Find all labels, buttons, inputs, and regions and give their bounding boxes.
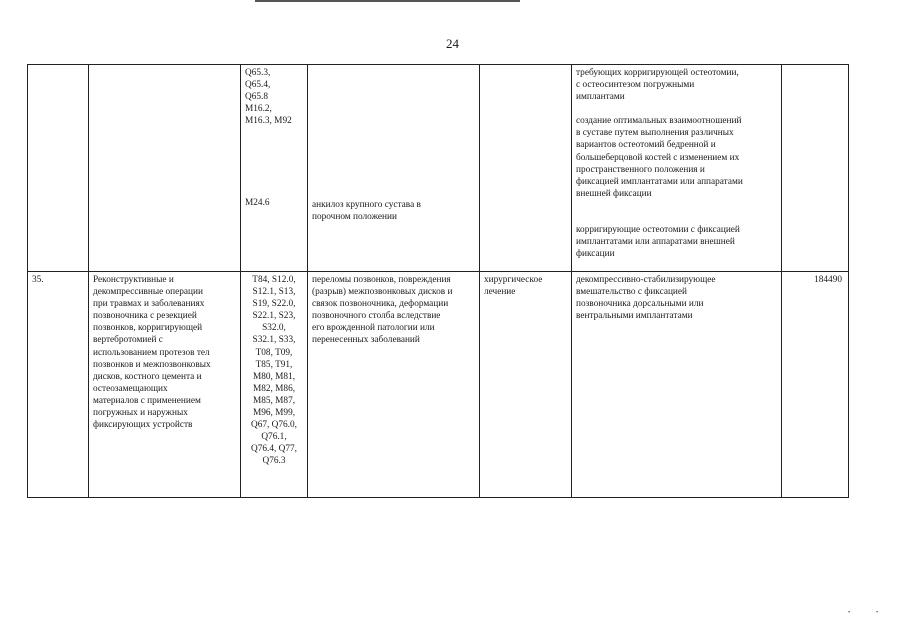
method-line: требующих корригирующей остеотомии, [576,68,739,78]
medical-care-table [27,64,849,498]
model-line: порочном положении [312,212,397,223]
table-row [28,65,849,272]
model-line: позвоночного столба вследствие [312,311,441,322]
method-line: фиксации [576,249,615,260]
page-number: 24 [446,36,459,51]
name-cell [89,272,241,498]
code-line: Q65.4, [245,80,271,91]
top-rule [255,0,520,2]
name-line: вертебротомией с [93,335,163,346]
method-cell [572,65,782,272]
name-line: использованием протезов тел [93,347,210,358]
method-line: вентральными имплантатами [576,311,693,322]
cost-cell [782,65,849,272]
method-line: с остеосинтезом погружными [576,80,695,91]
codes-cell [241,272,308,498]
name-line: погружных и наружных [93,408,188,419]
code-line: M16.3, M92 [245,116,292,127]
method-line: декомпрессивно-стабилизирующее [576,275,716,285]
name-line: дисков, костного цемента и [93,371,202,382]
name-line: фиксирующих устройств [93,420,193,431]
treatment-cell [480,65,572,272]
name-line: остеозамещающих [93,383,168,394]
code-line: S19, S22.0, [252,299,296,310]
model-line: переломы позвонков, повреждения [312,275,451,285]
method-line: фиксацией имплантатами или аппаратами [576,176,743,187]
scan-mark: • [848,610,851,616]
method-line: внешней фиксации [576,188,652,199]
model-line: связок позвоночника, деформации [312,299,449,310]
code-line: T08, T09, [255,347,293,358]
code-line: M85, M87, [252,395,296,406]
method-line: корригирующие остеотомии с фиксацией [576,224,740,235]
code-line: S32.1, S33, [252,335,296,346]
code-line: Q65.8 [245,92,268,103]
method-line: в суставе путем выполнения различных [576,128,734,139]
treatment-line: лечение [484,287,516,298]
model-line: перенесенных заболеваний [312,335,420,346]
treatment-line: хирургическое [484,275,543,285]
method-cell [572,272,782,498]
model-line: его врожденной патологии или [312,323,435,334]
treatment-cell [480,272,572,498]
model-line: анкилоз крупного сустава в [312,200,421,210]
model-cell [308,272,480,498]
method-line: вмешательство с фиксацией [576,287,687,298]
method-line: большеберцовой костей с изменением их [576,152,740,163]
name-line: при травмах и заболеваниях [93,299,205,310]
code-line: S22.1, S23, [252,311,296,322]
model-cell [308,65,480,272]
method-line: создание оптимальных взаимоотношений [576,116,742,127]
name-cell [89,65,241,272]
code-line: M80, M81, [252,371,296,382]
code-line: Q76.3 [262,456,286,467]
index-cell [28,65,89,272]
name-line: декомпрессивные операции [93,287,203,298]
code-line: M16.2, [245,104,272,115]
code-line: Q76.1, [261,432,287,443]
code-line: S12.1, S13, [252,287,296,298]
name-line: позвонков и межпозвонковых [93,359,211,370]
code-line: T84, S12.0, [252,275,296,285]
method-line: вариантов остеотомий бедренной и [576,140,716,151]
code-line: Q76.4, Q77, [251,444,297,455]
name-line: позвоночника с резекцией [93,311,197,322]
code-line: M24.6 [245,198,270,209]
code-line: M82, M86, [252,383,296,394]
table-row [28,272,849,498]
code-line: T85, T91, [255,359,293,370]
cost-cell: 184490 [782,272,849,498]
index-cell: 35. [28,272,89,498]
method-line: позвоночника дорсальными или [576,299,704,310]
code-line: Q67, Q76.0, [251,420,297,431]
code-line: Q65.3, [245,68,271,78]
scan-mark: • [876,610,879,616]
name-line: Реконструктивные и [93,275,174,285]
code-line: S32.0, [262,323,286,334]
code-line: M96, M99, [252,408,296,419]
model-line: (разрыв) межпозвонковых дисков и [312,287,453,298]
method-line: имплантами [576,92,625,103]
name-line: материалов с применением [93,395,201,406]
codes-cell [241,65,308,272]
name-line: позвонков, корригирующей [93,323,203,334]
method-line: имплантатами или аппаратами внешней [576,237,735,248]
method-line: пространственного положения и [576,164,705,175]
